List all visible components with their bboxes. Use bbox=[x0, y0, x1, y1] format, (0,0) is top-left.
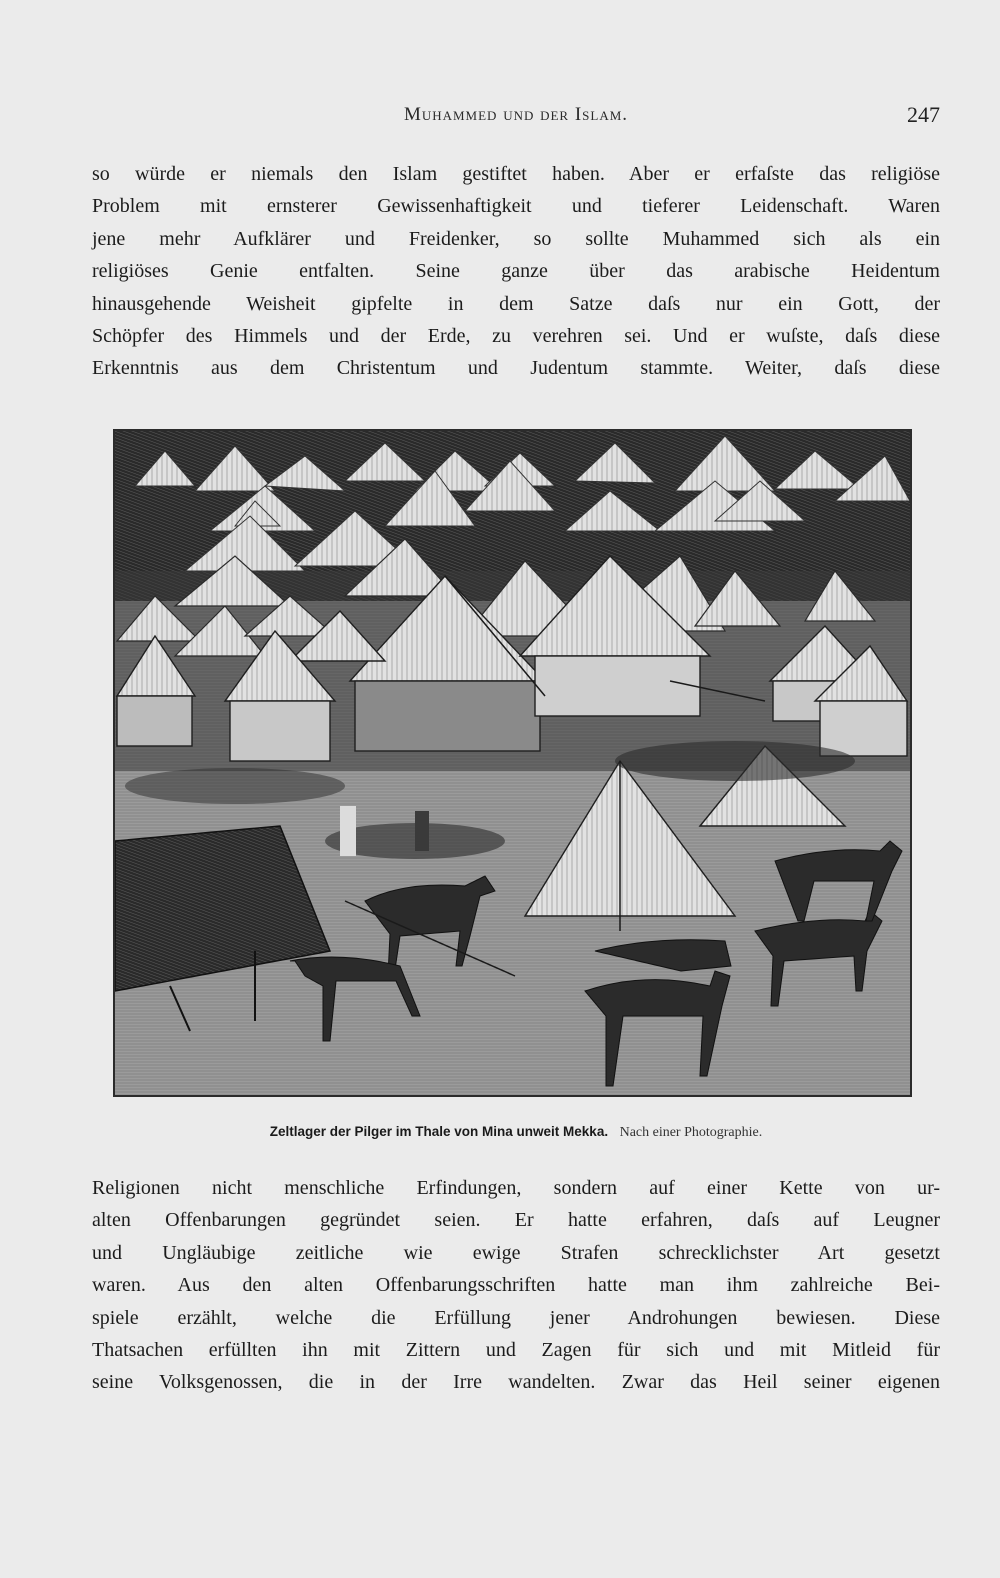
text-line: religiöses Genie entfalten. Seine ganze über das arabische Heidentum bbox=[92, 260, 940, 283]
text-line: hinausgehende Weisheit gipfelte in dem Satze daſs nur ein Gott, der bbox=[92, 292, 940, 315]
caption-source: Nach einer Photographie. bbox=[619, 1125, 763, 1140]
caption-title: Zeltlager der Pilger im Thale von Mina unweit Mekka. bbox=[269, 1124, 609, 1139]
page-number: 247 bbox=[907, 102, 940, 127]
running-title: Muhammed und der Islam. bbox=[403, 104, 629, 125]
engraving-illustration bbox=[113, 429, 912, 1097]
text-line: jene mehr Aufklärer und Freidenker, so sollte Muhammed sich als ein bbox=[92, 227, 940, 250]
tent-camp-engraving bbox=[115, 431, 910, 1095]
text-line: Problem mit ernsterer Gewissenhaftigkeit und tieferer Leidenschaft. Waren bbox=[92, 195, 940, 218]
text-line: alten Offenbarungen gegründet seien. Er hatte erfahren, daſs auf Leugner bbox=[92, 1209, 940, 1232]
text-line: Schöpfer des Himmels und der Erde, zu verehren sei. Und er wuſste, daſs diese bbox=[92, 325, 940, 348]
text-line: Religionen nicht menschliche Erfindungen, sondern auf einer Kette von ur- bbox=[92, 1177, 940, 1199]
text-line: seine Volksgenossen, die in der Irre wandelten. Zwar das Heil seiner eigenen bbox=[92, 1371, 940, 1394]
paragraph-bottom bbox=[92, 1172, 940, 1399]
text-line: und Ungläubige zeitliche wie ewige Strafen schrecklichster Art gesetzt bbox=[92, 1241, 940, 1264]
text-line: waren. Aus den alten Offenbarungsschriften hatte man ihm zahlreiche Bei- bbox=[92, 1274, 940, 1297]
page-header bbox=[92, 104, 940, 134]
paragraph-top bbox=[92, 158, 940, 385]
text-line: spiele erzählt, welche die Erfüllung jener Androhungen bewiesen. Diese bbox=[92, 1306, 940, 1329]
text-line: so würde er niemals den Islam gestiftet haben. Aber er erfaſste das religiöse bbox=[92, 163, 940, 185]
text-line: Erkenntnis aus dem Christentum und Judentum stammte. Weiter, daſs diese bbox=[92, 357, 940, 380]
figure-caption bbox=[92, 1124, 940, 1141]
text-line: Thatsachen erfüllten ihn mit Zittern und Zagen für sich und mit Mitleid für bbox=[92, 1339, 940, 1362]
